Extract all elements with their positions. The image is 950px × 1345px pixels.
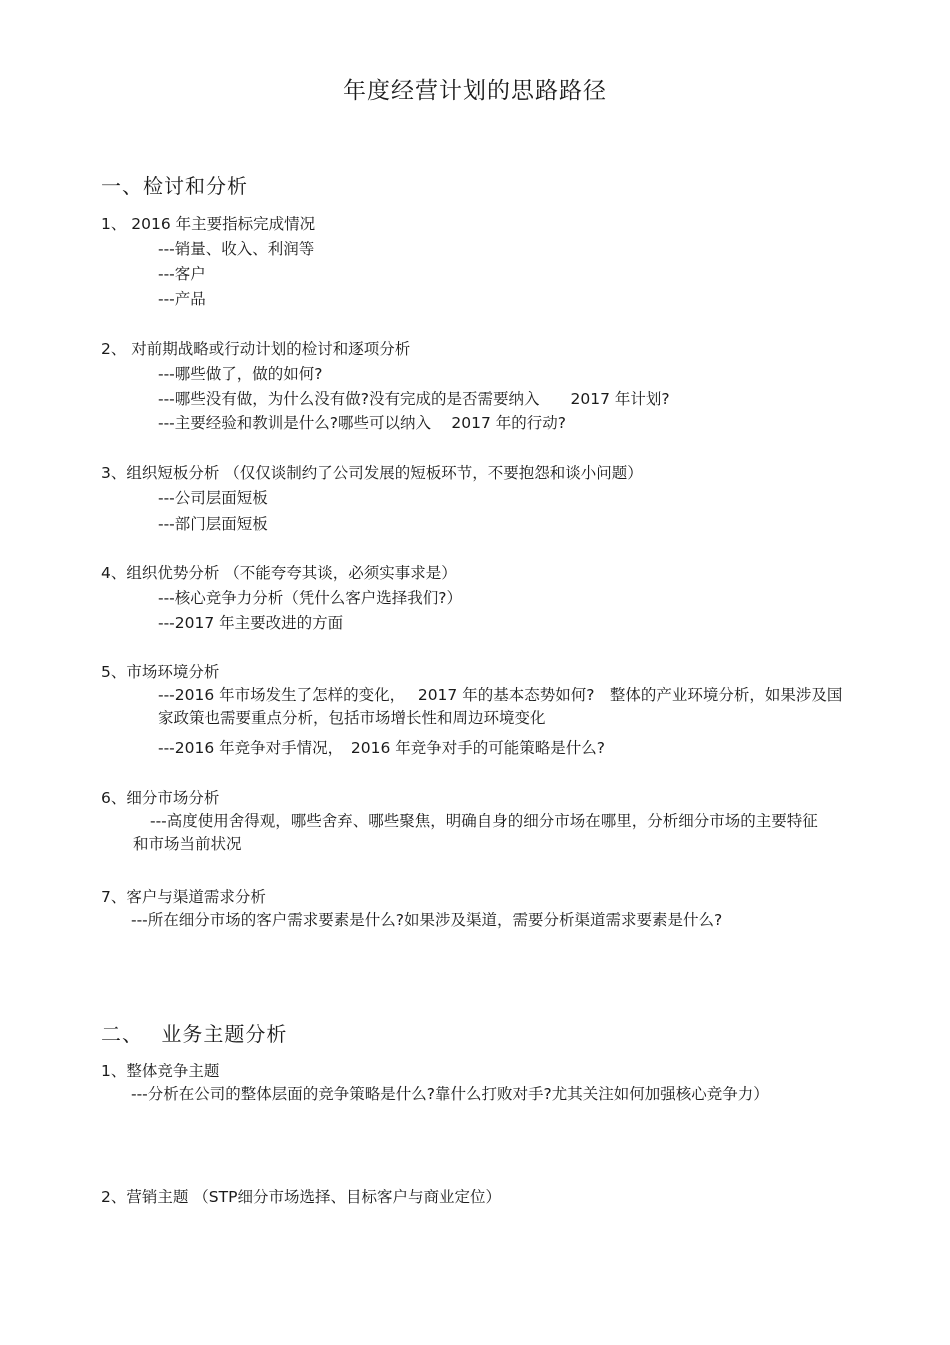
item-1-3-sub-1: ---公司层面短板 — [158, 489, 268, 507]
section-heading-2: 二、 业务主题分析 — [101, 1022, 288, 1046]
item-1-4-sub-1: ---核心竞争力分析（凭什么客户选择我们?） — [158, 589, 463, 607]
item-2-1-paragraph: ---分析在公司的整体层面的竞争策略是什么?靠什么打败对手?尤其关注如何加强核心竞争力） — [131, 1085, 769, 1103]
item-1-5-label: 5、市场环境分析 — [101, 663, 220, 681]
item-1-5-paragraph: ---2016 年市场发生了怎样的变化， 2017 年的基本态势如何? 整体的产业环境分析，如果涉及国家政策也需要重点分析，包括市场增长性和周边环境变化 — [158, 686, 843, 727]
item-1-7-paragraph: ---所在细分市场的客户需求要素是什么?如果涉及渠道，需要分析渠道需求要素是什么? — [131, 911, 723, 929]
section-heading-1: 一、检讨和分析 — [101, 174, 248, 198]
item-1-1-sub-3: ---产品 — [158, 290, 206, 308]
item-1-5-sub-1: ---2016 年竞争对手情况， 2016 年竞争对手的可能策略是什么? — [158, 739, 606, 757]
item-1-4-label: 4、组织优势分析 （不能夸夸其谈，必须实事求是） — [101, 564, 457, 582]
item-1-6-label: 6、细分市场分析 — [101, 789, 220, 807]
item-1-4-sub-2: ---2017 年主要改进的方面 — [158, 614, 344, 632]
item-1-2-sub-3: ---主要经验和教训是什么?哪些可以纳入 2017 年的行动? — [158, 414, 567, 432]
item-1-3-label: 3、组织短板分析 （仅仅谈制约了公司发展的短板环节，不要抱怨和谈小问题） — [101, 464, 643, 482]
item-1-7-label: 7、客户与渠道需求分析 — [101, 888, 266, 906]
item-1-6-paragraph: ---高度使用舍得观，哪些舍弃、哪些聚焦，明确自身的细分市场在哪里，分析细分市场的主要特征和市场当前状况 — [133, 812, 818, 853]
item-1-1-sub-2: ---客户 — [158, 265, 206, 283]
item-1-1-sub-1: ---销量、收入、利润等 — [158, 240, 315, 258]
item-1-2-label: 2、 对前期战略或行动计划的检讨和逐项分析 — [101, 340, 411, 358]
item-1-2-sub-1: ---哪些做了，做的如何? — [158, 365, 323, 383]
page-title: 年度经营计划的思路路径 — [343, 78, 607, 104]
item-1-3-sub-2: ---部门层面短板 — [158, 515, 268, 533]
item-2-2-label: 2、营销主题 （STP细分市场选择、目标客户与商业定位） — [101, 1188, 501, 1206]
item-2-1-label: 1、整体竞争主题 — [101, 1062, 220, 1080]
item-1-2-sub-2: ---哪些没有做，为什么没有做?没有完成的是否需要纳入 2017 年计划? — [158, 390, 670, 408]
item-1-1-label: 1、 2016 年主要指标完成情况 — [101, 215, 316, 233]
